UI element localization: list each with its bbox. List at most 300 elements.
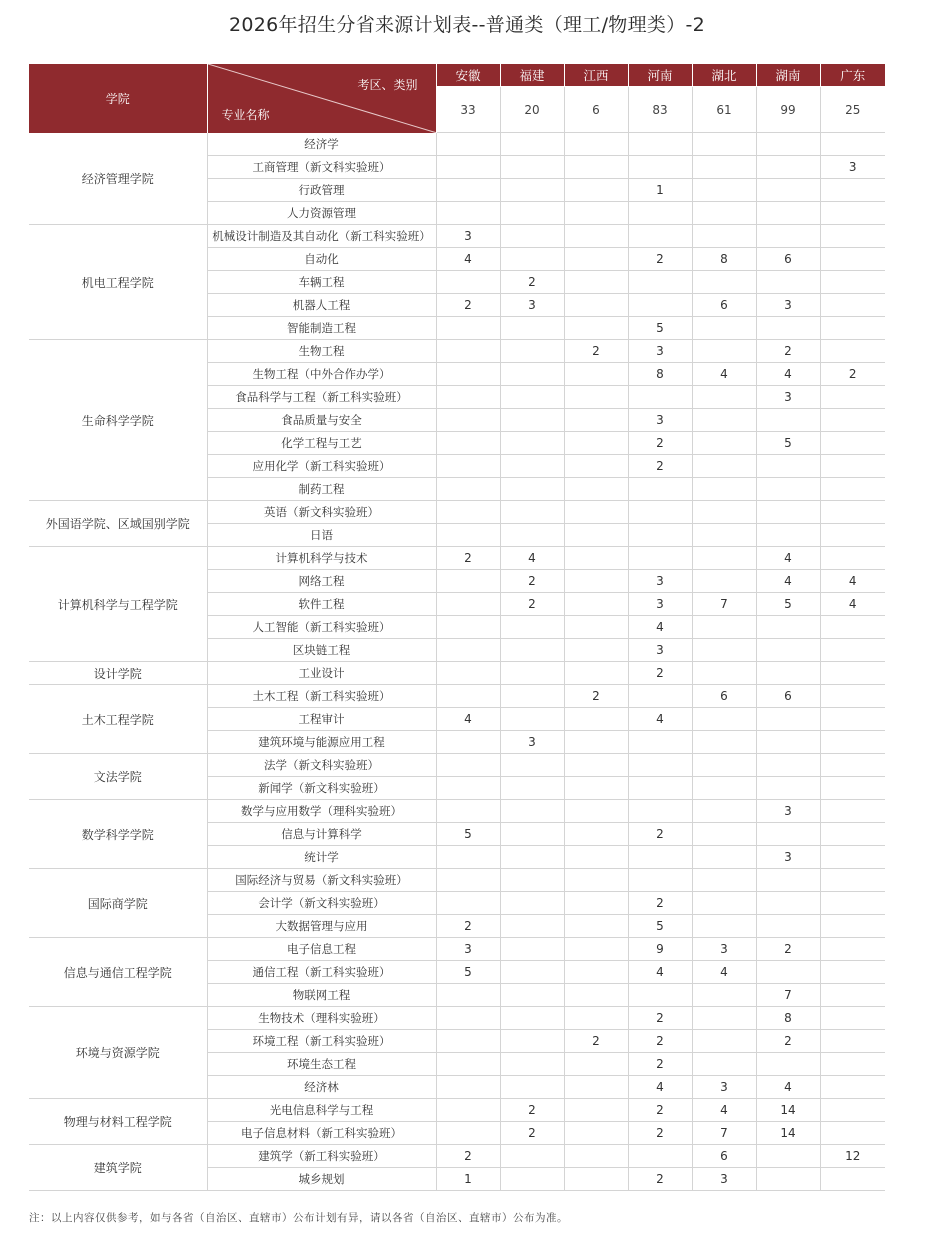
quota-cell	[436, 455, 500, 478]
quota-cell	[500, 386, 564, 409]
province-header: 江西	[564, 64, 628, 87]
quota-cell: 2	[500, 1122, 564, 1145]
quota-cell: 3	[628, 639, 692, 662]
quota-cell: 4	[628, 708, 692, 731]
quota-cell: 3	[628, 593, 692, 616]
quota-cell	[692, 455, 756, 478]
quota-cell	[628, 846, 692, 869]
quota-cell: 2	[500, 271, 564, 294]
page-title: 2026年招生分省来源计划表--普通类（理工/物理类）-2	[228, 14, 706, 36]
quota-cell	[628, 501, 692, 524]
quota-cell	[436, 386, 500, 409]
quota-cell: 4	[628, 616, 692, 639]
quota-cell: 4	[692, 363, 756, 386]
quota-cell: 6	[692, 685, 756, 708]
quota-cell	[756, 524, 820, 547]
major-name: 制药工程	[207, 478, 436, 501]
quota-cell	[820, 501, 885, 524]
quota-cell	[500, 1076, 564, 1099]
province-total: 83	[628, 87, 692, 133]
quota-cell	[436, 846, 500, 869]
quota-cell	[756, 501, 820, 524]
quota-cell	[628, 547, 692, 570]
major-name: 人工智能（新工科实验班）	[207, 616, 436, 639]
quota-cell: 1	[436, 1168, 500, 1191]
quota-cell	[820, 662, 885, 685]
quota-cell	[820, 225, 885, 248]
quota-cell	[820, 478, 885, 501]
major-name: 大数据管理与应用	[207, 915, 436, 938]
quota-cell: 4	[436, 708, 500, 731]
major-name: 化学工程与工艺	[207, 432, 436, 455]
college-name: 文法学院	[29, 754, 207, 800]
quota-cell	[500, 639, 564, 662]
quota-cell	[500, 1007, 564, 1030]
quota-cell: 3	[756, 846, 820, 869]
province-header: 河南	[628, 64, 692, 87]
quota-cell	[500, 524, 564, 547]
quota-cell	[564, 1099, 628, 1122]
quota-cell: 14	[756, 1099, 820, 1122]
quota-cell: 4	[436, 248, 500, 271]
college-name: 数学科学学院	[29, 800, 207, 869]
quota-cell: 12	[820, 1145, 885, 1168]
quota-cell: 4	[692, 1099, 756, 1122]
quota-cell	[756, 202, 820, 225]
quota-cell	[628, 777, 692, 800]
quota-cell	[820, 133, 885, 156]
quota-cell	[628, 800, 692, 823]
quota-cell	[756, 1145, 820, 1168]
table-row	[29, 1099, 885, 1122]
major-name: 建筑学（新工科实验班）	[207, 1145, 436, 1168]
quota-cell	[564, 731, 628, 754]
quota-cell	[756, 616, 820, 639]
quota-cell: 2	[500, 593, 564, 616]
quota-cell	[564, 547, 628, 570]
quota-cell	[628, 294, 692, 317]
quota-cell	[564, 662, 628, 685]
quota-cell	[628, 685, 692, 708]
quota-cell	[564, 984, 628, 1007]
quota-cell: 8	[628, 363, 692, 386]
quota-cell: 2	[436, 294, 500, 317]
quota-cell	[692, 570, 756, 593]
quota-cell	[500, 685, 564, 708]
quota-cell	[436, 616, 500, 639]
quota-cell	[436, 133, 500, 156]
quota-cell: 2	[628, 662, 692, 685]
quota-cell: 2	[564, 1030, 628, 1053]
quota-cell	[628, 1145, 692, 1168]
quota-cell	[692, 892, 756, 915]
quota-cell: 2	[500, 1099, 564, 1122]
major-name: 人力资源管理	[207, 202, 436, 225]
quota-cell	[820, 1076, 885, 1099]
quota-cell	[692, 156, 756, 179]
quota-cell	[692, 271, 756, 294]
major-name: 行政管理	[207, 179, 436, 202]
quota-cell	[500, 501, 564, 524]
quota-cell	[692, 478, 756, 501]
quota-cell: 9	[628, 938, 692, 961]
quota-cell	[564, 248, 628, 271]
major-name: 光电信息科学与工程	[207, 1099, 436, 1122]
quota-cell	[500, 317, 564, 340]
college-name: 国际商学院	[29, 869, 207, 938]
quota-cell	[820, 524, 885, 547]
quota-cell	[500, 892, 564, 915]
quota-cell	[820, 547, 885, 570]
major-name: 计算机科学与技术	[207, 547, 436, 570]
quota-cell	[692, 754, 756, 777]
quota-cell	[692, 639, 756, 662]
quota-cell	[436, 754, 500, 777]
quota-cell	[628, 869, 692, 892]
quota-cell: 8	[692, 248, 756, 271]
quota-cell: 4	[820, 593, 885, 616]
quota-cell	[756, 869, 820, 892]
province-total: 20	[500, 87, 564, 133]
quota-cell	[436, 570, 500, 593]
quota-cell: 2	[628, 892, 692, 915]
quota-cell	[692, 708, 756, 731]
major-name: 生物工程	[207, 340, 436, 363]
quota-cell	[692, 547, 756, 570]
quota-cell: 4	[628, 1076, 692, 1099]
quota-cell	[564, 915, 628, 938]
quota-cell	[500, 1053, 564, 1076]
major-name: 经济学	[207, 133, 436, 156]
quota-cell	[436, 800, 500, 823]
quota-cell: 3	[756, 386, 820, 409]
quota-cell: 7	[692, 1122, 756, 1145]
college-name: 环境与资源学院	[29, 1007, 207, 1099]
quota-cell	[564, 846, 628, 869]
quota-cell	[436, 317, 500, 340]
quota-cell	[436, 593, 500, 616]
quota-cell	[628, 984, 692, 1007]
quota-cell	[820, 271, 885, 294]
quota-cell	[436, 1122, 500, 1145]
quota-cell: 4	[756, 570, 820, 593]
quota-cell	[628, 156, 692, 179]
quota-cell	[564, 708, 628, 731]
major-name: 新闻学（新文科实验班）	[207, 777, 436, 800]
quota-cell	[692, 524, 756, 547]
quota-cell	[564, 501, 628, 524]
quota-cell	[436, 1099, 500, 1122]
quota-cell	[500, 133, 564, 156]
quota-cell	[564, 271, 628, 294]
province-total: 33	[436, 87, 500, 133]
quota-cell	[692, 317, 756, 340]
quota-cell: 2	[628, 1007, 692, 1030]
quota-cell	[500, 708, 564, 731]
major-name: 机器人工程	[207, 294, 436, 317]
major-name: 食品质量与安全	[207, 409, 436, 432]
table-row	[29, 133, 885, 156]
quota-cell	[820, 432, 885, 455]
quota-cell	[436, 478, 500, 501]
quota-cell: 3	[628, 340, 692, 363]
quota-cell: 2	[628, 823, 692, 846]
quota-cell	[756, 1053, 820, 1076]
quota-cell	[756, 455, 820, 478]
quota-cell	[564, 777, 628, 800]
quota-cell	[692, 1007, 756, 1030]
quota-cell	[564, 823, 628, 846]
quota-cell	[628, 754, 692, 777]
quota-cell	[756, 409, 820, 432]
major-name: 网络工程	[207, 570, 436, 593]
quota-cell: 4	[820, 570, 885, 593]
quota-cell	[692, 662, 756, 685]
quota-cell	[628, 478, 692, 501]
quota-cell	[564, 1122, 628, 1145]
province-total: 61	[692, 87, 756, 133]
quota-cell: 3	[692, 1076, 756, 1099]
quota-cell: 4	[756, 363, 820, 386]
quota-cell	[500, 1030, 564, 1053]
quota-cell	[820, 800, 885, 823]
province-header: 广东	[820, 64, 885, 87]
quota-cell	[564, 754, 628, 777]
quota-cell	[436, 363, 500, 386]
quota-cell	[756, 754, 820, 777]
quota-cell	[564, 892, 628, 915]
quota-cell	[820, 455, 885, 478]
quota-cell	[564, 294, 628, 317]
major-name: 法学（新文科实验班）	[207, 754, 436, 777]
quota-cell	[756, 156, 820, 179]
quota-cell	[564, 639, 628, 662]
college-name: 物理与材料工程学院	[29, 1099, 207, 1145]
quota-cell: 4	[756, 1076, 820, 1099]
quota-cell	[756, 225, 820, 248]
province-total: 25	[820, 87, 885, 133]
quota-cell	[628, 731, 692, 754]
quota-cell	[500, 662, 564, 685]
quota-cell	[820, 616, 885, 639]
quota-cell	[756, 639, 820, 662]
quota-cell: 4	[500, 547, 564, 570]
quota-cell	[756, 731, 820, 754]
college-name: 经济管理学院	[29, 133, 207, 225]
quota-cell	[692, 340, 756, 363]
quota-cell: 3	[692, 938, 756, 961]
quota-cell	[820, 869, 885, 892]
quota-cell: 1	[628, 179, 692, 202]
college-name: 计算机科学与工程学院	[29, 547, 207, 662]
quota-cell	[500, 1145, 564, 1168]
quota-cell: 2	[628, 432, 692, 455]
quota-cell	[692, 869, 756, 892]
province-header: 福建	[500, 64, 564, 87]
quota-cell	[820, 685, 885, 708]
quota-cell	[500, 915, 564, 938]
quota-cell: 2	[436, 1145, 500, 1168]
quota-cell	[756, 1168, 820, 1191]
quota-cell	[820, 961, 885, 984]
table-row	[29, 225, 885, 248]
quota-cell	[500, 225, 564, 248]
quota-cell: 7	[692, 593, 756, 616]
quota-cell: 7	[756, 984, 820, 1007]
quota-cell: 6	[692, 1145, 756, 1168]
quota-cell: 2	[756, 340, 820, 363]
quota-cell	[692, 409, 756, 432]
quota-cell: 2	[436, 547, 500, 570]
quota-cell: 3	[436, 938, 500, 961]
quota-cell	[564, 570, 628, 593]
major-name-label: 专业名称	[221, 107, 270, 122]
quota-cell	[500, 478, 564, 501]
table-row	[29, 869, 885, 892]
quota-cell: 3	[436, 225, 500, 248]
quota-cell	[436, 639, 500, 662]
quota-cell	[500, 823, 564, 846]
major-name: 车辆工程	[207, 271, 436, 294]
quota-cell	[692, 616, 756, 639]
quota-cell: 3	[500, 731, 564, 754]
quota-cell	[820, 1030, 885, 1053]
major-name: 生物技术（理科实验班）	[207, 1007, 436, 1030]
quota-cell	[500, 616, 564, 639]
quota-cell	[820, 639, 885, 662]
quota-cell	[756, 317, 820, 340]
quota-cell	[756, 662, 820, 685]
quota-cell	[628, 133, 692, 156]
college-name: 外国语学院、区域国别学院	[29, 501, 207, 547]
major-name: 工业设计	[207, 662, 436, 685]
quota-cell: 3	[628, 570, 692, 593]
quota-cell: 3	[692, 1168, 756, 1191]
province-total: 99	[756, 87, 820, 133]
table-row	[29, 1007, 885, 1030]
quota-cell	[692, 800, 756, 823]
quota-cell	[436, 777, 500, 800]
quota-cell	[564, 133, 628, 156]
quota-cell	[436, 409, 500, 432]
quota-cell	[692, 179, 756, 202]
major-name: 软件工程	[207, 593, 436, 616]
quota-cell	[564, 363, 628, 386]
quota-cell	[820, 823, 885, 846]
quota-cell	[564, 961, 628, 984]
major-name: 日语	[207, 524, 436, 547]
quota-cell: 6	[692, 294, 756, 317]
quota-cell: 3	[756, 294, 820, 317]
quota-cell: 6	[756, 685, 820, 708]
major-name: 建筑环境与能源应用工程	[207, 731, 436, 754]
quota-cell	[820, 294, 885, 317]
quota-cell	[820, 1053, 885, 1076]
quota-cell	[436, 524, 500, 547]
major-name: 物联网工程	[207, 984, 436, 1007]
college-name: 机电工程学院	[29, 225, 207, 340]
quota-cell: 2	[436, 915, 500, 938]
quota-cell: 5	[436, 961, 500, 984]
quota-cell	[500, 363, 564, 386]
major-name: 信息与计算科学	[207, 823, 436, 846]
quota-cell	[692, 432, 756, 455]
quota-cell: 2	[628, 1122, 692, 1145]
quota-cell	[500, 800, 564, 823]
quota-cell: 14	[756, 1122, 820, 1145]
major-name: 会计学（新文科实验班）	[207, 892, 436, 915]
quota-cell: 3	[500, 294, 564, 317]
table-row	[29, 800, 885, 823]
quota-cell: 2	[628, 455, 692, 478]
quota-cell	[564, 179, 628, 202]
quota-cell	[564, 1076, 628, 1099]
major-name: 数学与应用数学（理科实验班）	[207, 800, 436, 823]
quota-cell	[436, 156, 500, 179]
quota-cell: 2	[628, 1030, 692, 1053]
table-row	[29, 685, 885, 708]
quota-cell	[500, 754, 564, 777]
quota-cell	[692, 225, 756, 248]
quota-cell	[692, 1030, 756, 1053]
quota-cell	[692, 1053, 756, 1076]
quota-cell	[692, 846, 756, 869]
quota-cell: 3	[628, 409, 692, 432]
major-name: 自动化	[207, 248, 436, 271]
quota-cell	[564, 225, 628, 248]
region-category-label: 考区、类别	[357, 78, 418, 92]
table-row	[29, 340, 885, 363]
quota-cell	[436, 1030, 500, 1053]
quota-cell	[628, 202, 692, 225]
quota-cell: 2	[628, 1099, 692, 1122]
quota-cell	[500, 340, 564, 363]
table-row	[29, 938, 885, 961]
major-name: 工商管理（新文科实验班）	[207, 156, 436, 179]
quota-cell	[436, 340, 500, 363]
quota-cell: 5	[436, 823, 500, 846]
quota-cell	[564, 616, 628, 639]
quota-cell	[820, 179, 885, 202]
major-name: 食品科学与工程（新工科实验班）	[207, 386, 436, 409]
major-name: 工程审计	[207, 708, 436, 731]
quota-cell	[564, 524, 628, 547]
quota-cell	[500, 432, 564, 455]
major-name: 机械设计制造及其自动化（新工科实验班）	[207, 225, 436, 248]
table-row	[29, 501, 885, 524]
college-name: 土木工程学院	[29, 685, 207, 754]
major-name: 统计学	[207, 846, 436, 869]
province-header-row	[29, 64, 885, 87]
quota-cell	[756, 961, 820, 984]
quota-cell	[820, 340, 885, 363]
quota-cell	[436, 662, 500, 685]
quota-cell	[436, 1053, 500, 1076]
quota-cell: 2	[756, 938, 820, 961]
quota-cell	[564, 317, 628, 340]
quota-cell: 3	[820, 156, 885, 179]
quota-cell	[436, 1007, 500, 1030]
quota-cell	[820, 202, 885, 225]
major-name: 区块链工程	[207, 639, 436, 662]
quota-cell: 3	[756, 800, 820, 823]
quota-cell	[820, 754, 885, 777]
quota-cell	[628, 524, 692, 547]
quota-cell	[564, 800, 628, 823]
quota-cell	[820, 915, 885, 938]
major-name: 电子信息工程	[207, 938, 436, 961]
quota-cell	[628, 225, 692, 248]
